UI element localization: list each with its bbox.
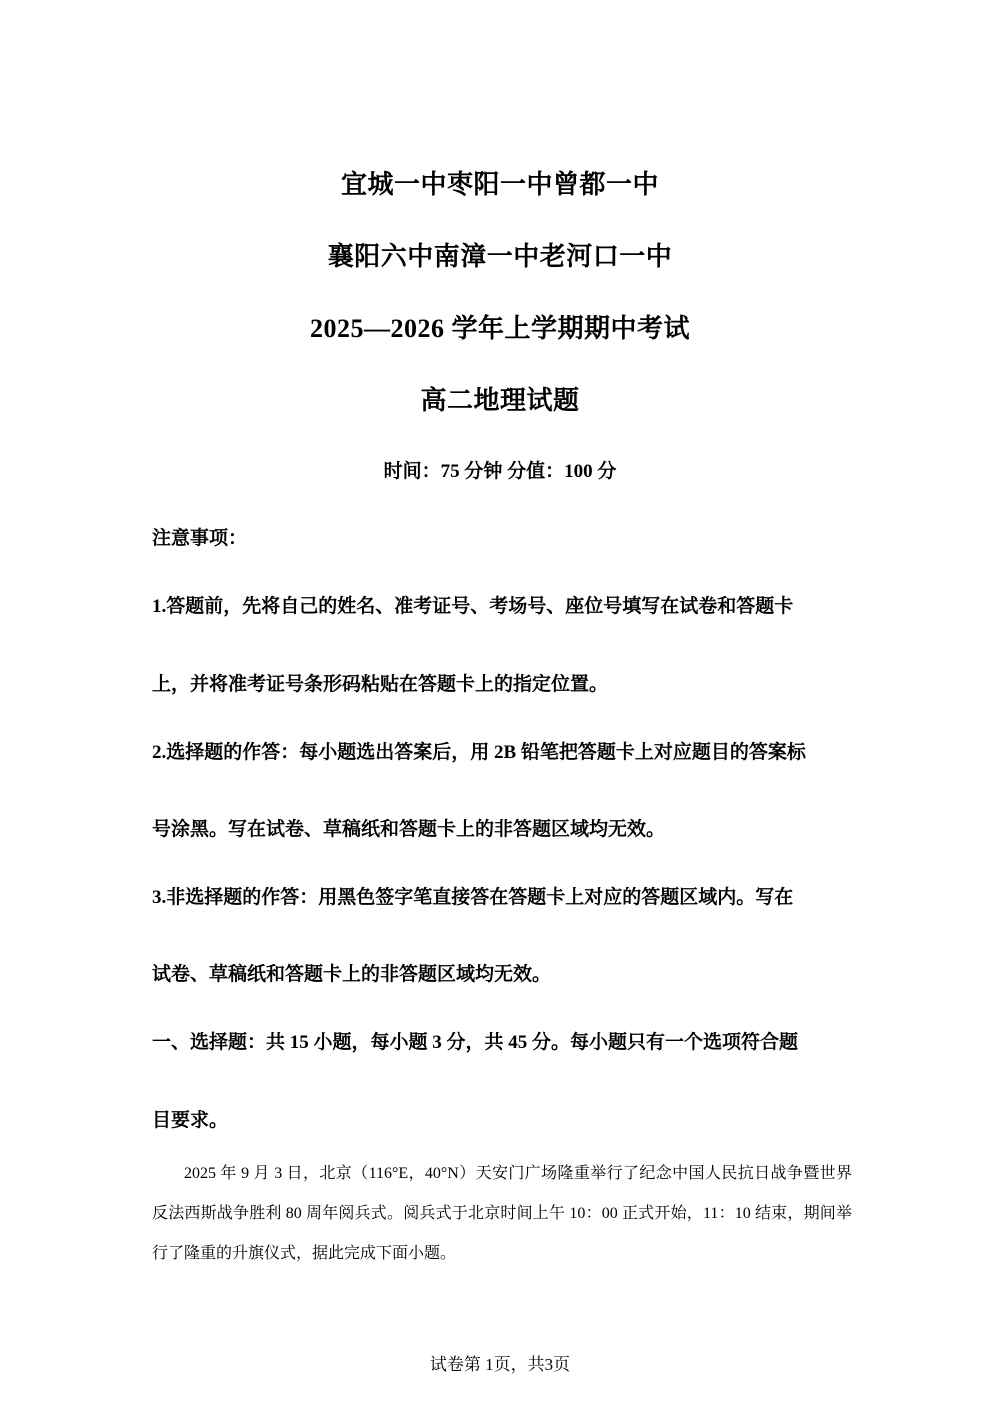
section-heading-line-2: 目要求。 [152,1110,229,1131]
notice-line-1: 1.答题前，先将自己的姓名、准考证号、考场号、座位号填写在试卷和答题卡 [152,596,794,617]
notice-heading: 注意事项： [152,528,248,549]
question-passage: 2025 年 9 月 3 日，北京（116°E，40°N）天安门广场隆重举行了纪念中国人民抗日战争暨世界反法西斯战争胜利 80 周年阅兵式。阅兵式于北京时间上午 10：00 正式开始，11：10 结束，期间举行了隆重的升旗仪式，据此完成下面小题。 [152,1165,852,1262]
notice-line-5: 3.非选择题的作答：用黑色签字笔直接答在答题卡上对应的答题区域内。写在 [152,887,794,908]
exam-subject-title: 高二地理试题 [420,386,580,415]
notice-line-6: 试卷、草稿纸和答题卡上的非答题区域均无效。 [152,964,552,985]
notice-line-2: 上，并将准考证号条形码粘贴在答题卡上的指定位置。 [152,674,609,695]
time-score-info: 时间：75 分钟 分值：100 分 [383,461,617,482]
notice-line-3: 2.选择题的作答：每小题选出答案后，用 2B 铅笔把答题卡上对应题目的答案标 [152,742,806,763]
exam-term-title: 2025—2026 学年上学期期中考试 [309,314,690,343]
notice-line-4: 号涂黑。写在试卷、草稿纸和答题卡上的非答题区域均无效。 [152,819,666,840]
page-footer: 试卷第 1页，共3页 [429,1355,571,1374]
section-heading-line-1: 一、选择题：共 15 小题，每小题 3 分，共 45 分。每小题只有一个选项符合题 [152,1032,799,1053]
school-title-line-2: 襄阳六中南漳一中老河口一中 [327,242,673,271]
school-title-line-1: 宜城一中枣阳一中曾都一中 [340,170,659,199]
